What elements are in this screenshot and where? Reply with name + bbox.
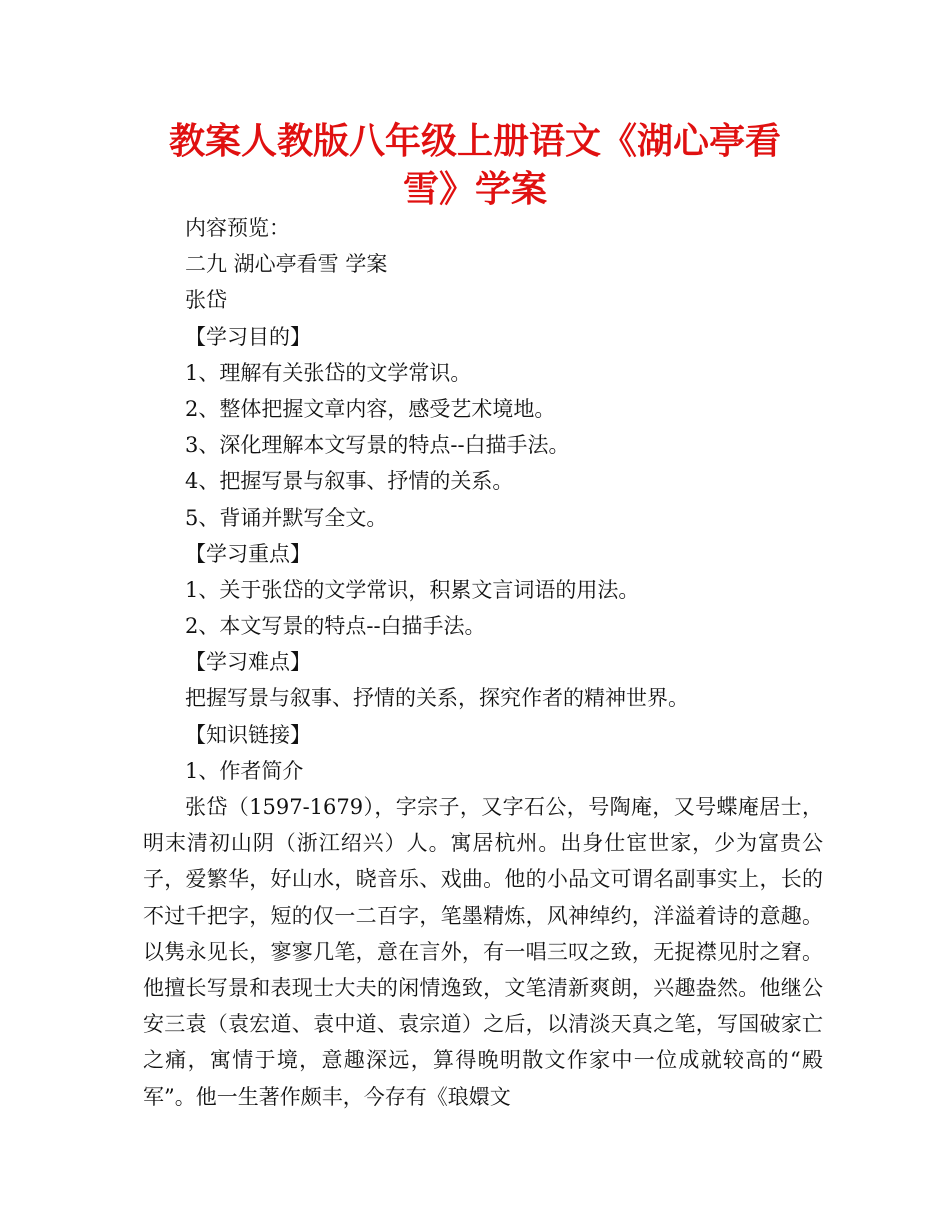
document-title xyxy=(140,118,810,214)
author-intro-paragraph: 张岱（1597-1679），字宗子，又字石公，号陶庵，又号蝶庵居士，明末清初山阴（浙江绍兴）人。寓居杭州。出身仕宦世家，少为富贵公子，爱繁华，好山水，晓音乐、戏曲。他的小品文可谓名副事实上，长的不过千把字，短的仅一二百字，笔墨精炼，风神绰约，洋溢着诗的意趣。以隽永见长，寥寥几笔，意在言外，有一唱三叹之致，无捉襟见肘之窘。他擅长写景和表现士大夫的闲情逸致，文笔清新爽朗，兴趣盎然。他继公安三袁（袁宏道、袁中道、袁宗道）之后，以清淡天真之笔，写国破家亡之痛，寓情于境，意趣深远，算得晚明散文作家中一位成就较高的“殿军”。他一生著作颇丰，今存有《琅嬛文 xyxy=(143,795,823,1109)
goal-item: 3、深化理解本文写景的特点--白描手法。 xyxy=(185,433,570,458)
section-heading-goals: 【学习目的】 xyxy=(185,324,311,349)
goal-item: 1、理解有关张岱的文学常识。 xyxy=(185,360,472,385)
focus-item: 1、关于张岱的文学常识，积累文言词语的用法。 xyxy=(185,577,640,602)
section-heading-focus: 【学习重点】 xyxy=(185,541,311,566)
author-name: 张岱 xyxy=(185,288,227,313)
difficulty-item: 把握写景与叙事、抒情的关系，探究作者的精神世界。 xyxy=(185,686,689,711)
document-body xyxy=(143,210,823,1115)
goal-item: 2、整体把握文章内容，感受艺术境地。 xyxy=(185,396,556,421)
section-heading-knowledge: 【知识链接】 xyxy=(185,722,311,747)
lesson-heading: 二九 湖心亭看雪 学案 xyxy=(185,252,388,277)
focus-item: 2、本文写景的特点--白描手法。 xyxy=(185,614,486,639)
section-heading-difficulty: 【学习难点】 xyxy=(185,650,311,675)
preview-label: 内容预览： xyxy=(185,216,290,240)
title-line-1: 教案人教版八年级上册语文《湖心亭看 xyxy=(168,121,781,162)
goal-item: 4、把握写景与叙事、抒情的关系。 xyxy=(185,469,514,494)
goal-item: 5、背诵并默写全文。 xyxy=(185,505,388,530)
title-line-2: 雪》学案 xyxy=(402,169,547,210)
author-intro-heading: 1、作者简介 xyxy=(185,758,304,783)
